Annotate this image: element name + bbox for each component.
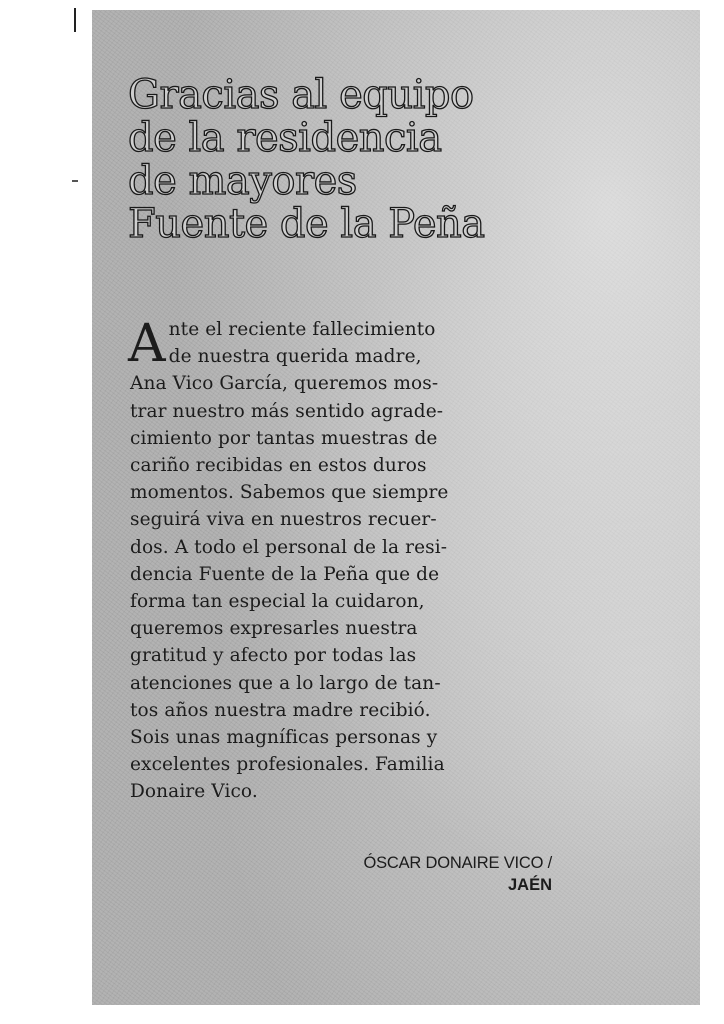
article-headline [128, 74, 485, 246]
body-line: forma tan especial la cuidaron, [130, 591, 425, 613]
author-name: ÓSCAR DONAIRE VICO / [363, 854, 552, 872]
author-location: JAÉN [507, 876, 552, 894]
headline-line: Fuente de la Peña [128, 201, 485, 247]
body-line: atenciones que a lo largo de tan- [130, 672, 441, 694]
body-line: Donaire Vico. [130, 781, 258, 803]
newspaper-clipping [92, 10, 700, 1005]
body-line: momentos. Sabemos que siempre [130, 482, 449, 504]
article-body [130, 316, 542, 806]
headline-line: de mayores [128, 158, 357, 204]
headline-line: de la residencia [128, 115, 442, 161]
body-line: trar nuestro más sentido agrade- [130, 400, 444, 422]
body-line: nte el reciente fallecimiento [168, 319, 436, 340]
body-line: cariño recibidas en estos duros [130, 455, 427, 477]
body-line: excelentes profesionales. Familia [130, 754, 445, 776]
body-line: de nuestra querida madre, [168, 346, 422, 368]
body-line: Sois unas magníficas personas y [130, 727, 438, 749]
body-line: gratitud y afecto por todas las [130, 645, 417, 667]
article-signature [363, 852, 552, 896]
body-line: cimiento por tantas muestras de [130, 427, 438, 449]
body-line: seguirá viva en nuestros recuer- [130, 509, 437, 531]
body-line: Ana Vico García, queremos mos- [130, 373, 439, 395]
body-line: tos años nuestra madre recibió. [130, 699, 431, 721]
body-line: queremos expresarles nuestra [130, 618, 418, 640]
scan-edge-mark [74, 8, 76, 32]
scan-edge-mark [72, 180, 78, 182]
body-line: dencia Fuente de la Peña que de [130, 563, 440, 585]
drop-cap: A [128, 314, 166, 374]
headline-line: Gracias al equipo [128, 72, 474, 118]
body-line: dos. A todo el personal de la resi- [130, 536, 448, 558]
